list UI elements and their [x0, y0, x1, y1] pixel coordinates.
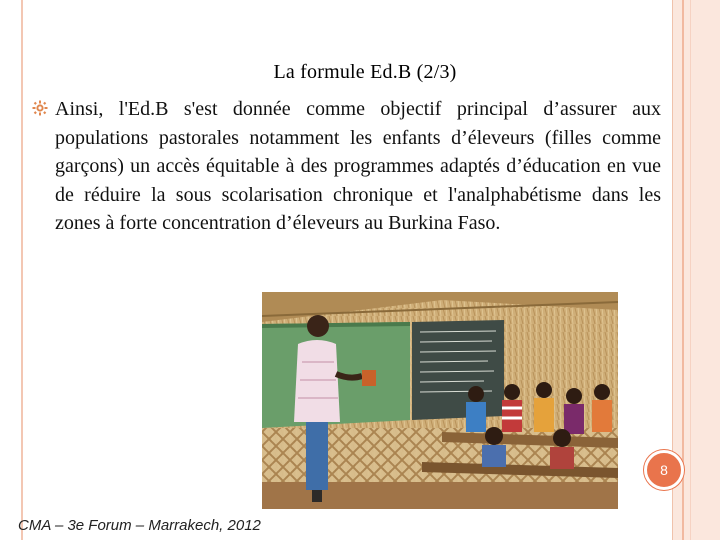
slide-title: La formule Ed.B (2/3) [273, 61, 457, 83]
bullet-paragraph: Ainsi, l'Ed.B s'est donnée comme objectif principal d’assurer aux populations pastorales notamment les enfants d’éleveurs (filles comme garçons) un accès équitable à des programmes adaptés d’éducation en vue de réduire la sous scolarisation chronique et l'analphabétisme dans les zones à forte concentration d’éleveurs au Burkina Faso. [55, 98, 661, 234]
classroom-photo [262, 292, 618, 509]
footer-text: CMA – 3e Forum – Marrakech, 2012 [18, 517, 261, 534]
page-number-badge: 8 [644, 450, 684, 490]
sun-bullet-icon [32, 100, 48, 116]
